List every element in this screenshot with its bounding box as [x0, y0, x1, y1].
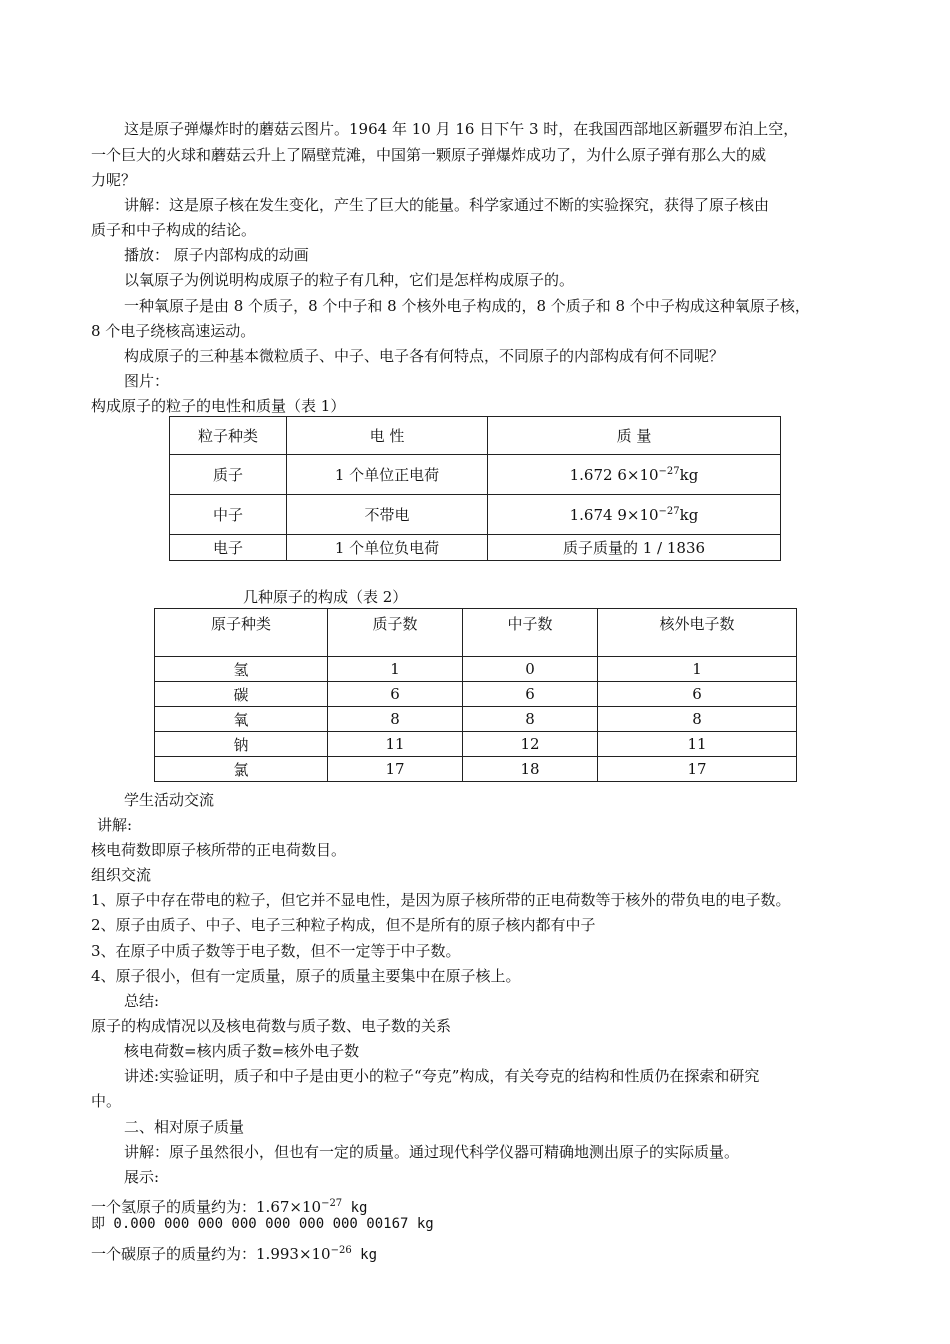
table1-header-cell: 粒子种类 — [170, 417, 287, 455]
mass-unit: kg — [679, 465, 699, 484]
table2-header-cell: 核外电子数 — [598, 609, 797, 657]
table2-header-cell: 原子种类 — [155, 609, 328, 657]
summary-label: 总结: — [124, 992, 160, 1010]
paragraph-particle-question: 构成原子的三种基本微粒质子、中子、电子各有何特点，不同原子的内部构成有何不同呢？ — [124, 347, 725, 365]
table-row — [155, 657, 797, 682]
table2-cell: 6 — [463, 682, 598, 707]
hydrogen-mass-unit: kg — [342, 1200, 368, 1216]
table1-header-cell: 质 量 — [488, 417, 781, 455]
mass-value: 1.674 9×10 — [569, 505, 659, 524]
paragraph-explain-line1: 讲解：这是原子核在发生变化，产生了巨大的能量。科学家通过不断的实验探究，获得了原子核由 — [124, 196, 770, 214]
table1-header-row — [170, 417, 781, 455]
table2-cell: 氯 — [155, 757, 328, 782]
table-row — [155, 707, 797, 732]
table1-cell-charge: 不带电 — [287, 495, 488, 535]
table2-cell: 17 — [598, 757, 797, 782]
table1-cell-name: 电子 — [170, 535, 287, 561]
table2-header-cell: 中子数 — [463, 609, 598, 657]
table2-cell: 钠 — [155, 732, 328, 757]
hydrogen-mass-exponent: −27 — [321, 1198, 343, 1209]
carbon-mass-exponent: −26 — [330, 1245, 352, 1256]
table1-cell-name: 质子 — [170, 455, 287, 495]
table1-cell-mass: 质子质量的 1 / 1836 — [488, 535, 781, 561]
table2 — [154, 608, 797, 782]
hydrogen-mass-decimal: 即 0.000 000 000 000 000 000 000 00167 kg — [91, 1216, 434, 1232]
table1-cell-charge: 1 个单位负电荷 — [287, 535, 488, 561]
table1-cell-mass — [488, 495, 781, 535]
charge-formula: 核电荷数=核内质子数=核外电子数 — [124, 1042, 360, 1060]
mass-explain: 讲解：原子虽然很小，但也有一定的质量。通过现代科学仪器可精确地测出原子的实际质量。 — [124, 1143, 740, 1161]
table2-cell: 11 — [328, 732, 463, 757]
table2-cell: 17 — [328, 757, 463, 782]
table1-caption: 构成原子的粒子的电性和质量（表 1） — [91, 397, 346, 415]
table1 — [169, 416, 781, 561]
table2-cell: 8 — [598, 707, 797, 732]
table1-header-cell: 电 性 — [287, 417, 488, 455]
paragraph-oxygen-line1: 一种氧原子是由 8 个质子，8 个中子和 8 个核外电子构成的，8 个质子和 8 个中子构成这种氧原子核， — [124, 297, 810, 315]
section-heading-relative-mass: 二、相对原子质量 — [124, 1118, 245, 1136]
table-row — [155, 682, 797, 707]
table2-header-row — [155, 609, 797, 657]
table-row — [155, 732, 797, 757]
table-row — [155, 757, 797, 782]
hydrogen-mass-prefix: 一个氢原子的质量约为：1.67×10 — [91, 1198, 322, 1216]
mass-value: 1.672 6×10 — [569, 465, 659, 484]
paragraph-play: 播放： 原子内部构成的动画 — [124, 246, 309, 264]
table1-cell-mass — [488, 455, 781, 495]
paragraph-oxygen-question: 以氧原子为例说明构成原子的粒子有几种，它们是怎样构成原子的。 — [124, 271, 575, 289]
paragraph-intro-line3: 力呢？ — [91, 171, 137, 189]
table2-cell: 氢 — [155, 657, 328, 682]
mass-exponent: −27 — [658, 505, 680, 517]
quark-lecture-line1: 讲述:实验证明，质子和中子是由更小的粒子“夸克”构成，有关夸克的结构和性质仍在探索和研究 — [124, 1067, 760, 1085]
explain-label: 讲解: — [97, 816, 133, 834]
show-label: 展示: — [124, 1168, 160, 1186]
table-row — [170, 535, 781, 561]
table2-cell: 11 — [598, 732, 797, 757]
table2-cell: 碳 — [155, 682, 328, 707]
table1-cell-name: 中子 — [170, 495, 287, 535]
table-row — [170, 455, 781, 495]
carbon-mass-unit: kg — [351, 1247, 378, 1263]
mass-unit: kg — [679, 505, 699, 524]
paragraph-oxygen-line2: 8 个电子绕核高速运动。 — [91, 322, 256, 340]
table2-cell: 18 — [463, 757, 598, 782]
table2-cell: 12 — [463, 732, 598, 757]
explain-text: 核电荷数即原子核所带的正电荷数目。 — [91, 841, 347, 859]
table2-cell: 8 — [328, 707, 463, 732]
table2-cell: 1 — [328, 657, 463, 682]
table2-caption: 几种原子的构成（表 2） — [243, 588, 408, 606]
table2-cell: 6 — [328, 682, 463, 707]
list-item: 3、在原子中质子数等于电子数，但不一定等于中子数。 — [91, 942, 461, 960]
list-item: 4、原子很小，但有一定质量，原子的质量主要集中在原子核上。 — [91, 967, 521, 985]
paragraph-explain-line2: 质子和中子构成的结论。 — [91, 221, 257, 239]
table2-cell: 1 — [598, 657, 797, 682]
table2-cell: 6 — [598, 682, 797, 707]
table-row — [170, 495, 781, 535]
activity-heading: 学生活动交流 — [124, 791, 215, 809]
paragraph-intro-line1: 这是原子弹爆炸时的蘑菇云图片。1964 年 10 月 16 日下午 3 时，在我国西部地区新疆罗布泊上空， — [124, 120, 799, 138]
list-item: 2、原子由质子、中子、电子三种粒子构成，但不是所有的原子核内都有中子 — [91, 916, 596, 934]
table2-cell: 8 — [463, 707, 598, 732]
table2-header-cell: 质子数 — [328, 609, 463, 657]
carbon-mass-prefix: 一个碳原子的质量约为：1.993×10 — [91, 1245, 331, 1263]
paragraph-intro-line2: 一个巨大的火球和蘑菇云升上了隔壁荒滩，中国第一颗原子弹爆炸成功了，为什么原子弹有那么大的威 — [91, 146, 767, 164]
carbon-mass — [91, 1241, 377, 1265]
table2-cell: 0 — [463, 657, 598, 682]
paragraph-picture-label: 图片： — [124, 372, 170, 390]
organize-heading: 组织交流 — [91, 866, 152, 884]
table1-cell-charge: 1 个单位正电荷 — [287, 455, 488, 495]
mass-exponent: −27 — [658, 465, 680, 477]
table2-cell: 氧 — [155, 707, 328, 732]
summary-text: 原子的构成情况以及核电荷数与质子数、电子数的关系 — [91, 1017, 452, 1035]
list-item: 1、原子中存在带电的粒子，但它并不显电性，是因为原子核所带的正电荷数等于核外的带负电的电子数。 — [91, 891, 791, 909]
quark-lecture-line2: 中。 — [91, 1092, 122, 1110]
